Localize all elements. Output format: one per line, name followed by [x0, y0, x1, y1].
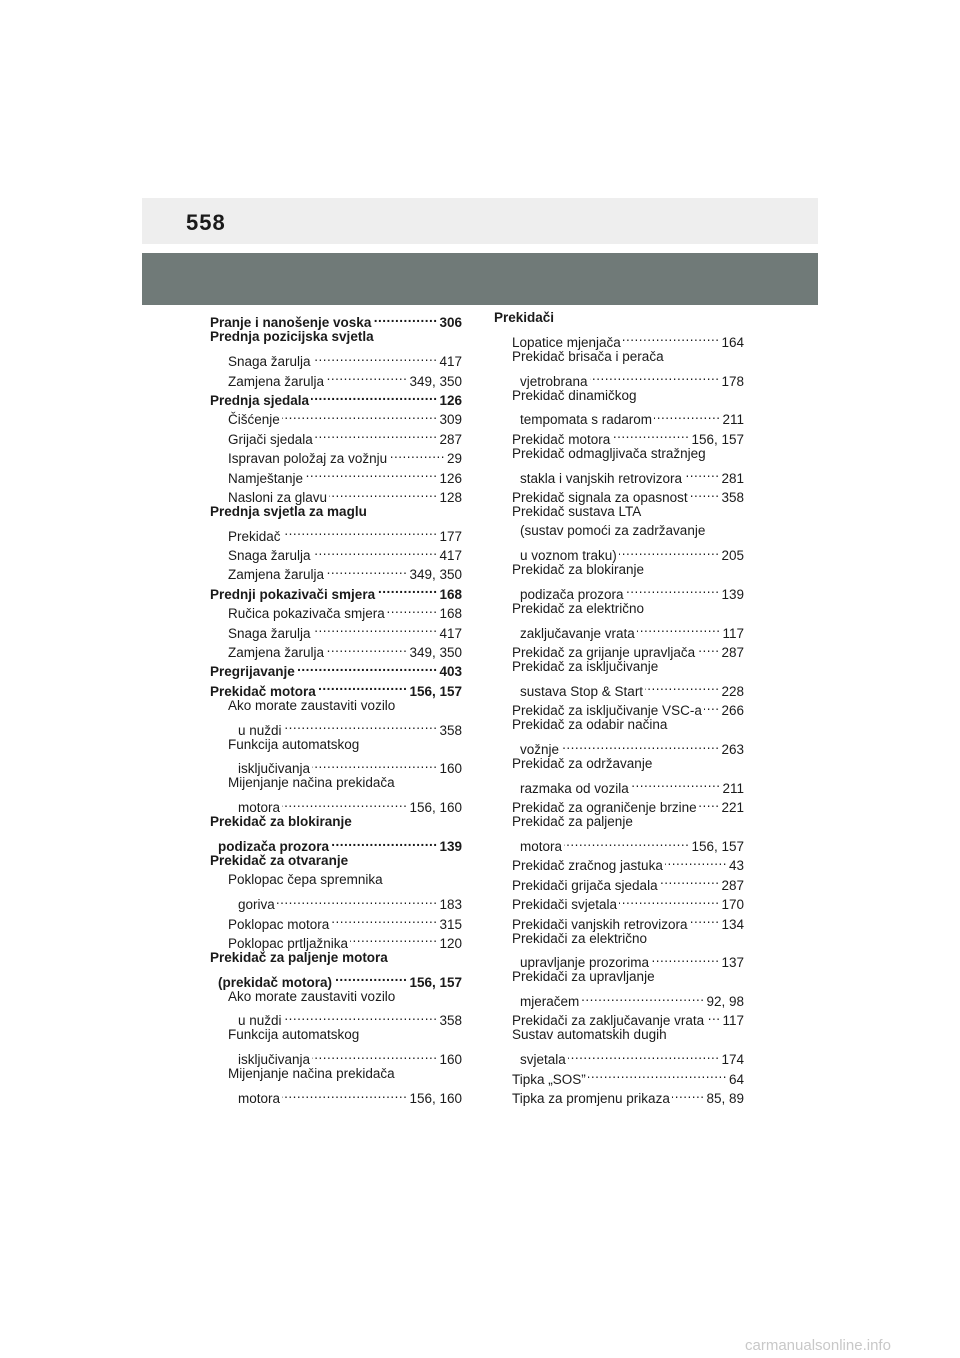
index-entry-page: 168: [439, 586, 462, 602]
index-entry: [210, 851, 462, 870]
index-entry-text: Prekidači za zaključavanje vrata: [512, 1013, 705, 1029]
index-entry-page: 64: [728, 1071, 744, 1087]
dot-leader: [590, 366, 720, 385]
index-entry: [494, 541, 744, 564]
index-entry-page: 160: [439, 1052, 462, 1068]
index-entry-text: Zamjena žarulja: [228, 645, 325, 661]
index-entry-text: Prekidač: [228, 528, 281, 544]
index-entry-page: 177: [439, 528, 462, 544]
index-entry-text: Nasloni za glavu: [228, 489, 328, 505]
dot-leader: [277, 890, 438, 909]
index-entry-page: 156, 157: [691, 838, 744, 854]
index-entry-text: Prednji pokazivači smjera: [210, 586, 376, 602]
dot-leader: [690, 483, 720, 502]
dot-leader: [313, 347, 438, 366]
index-entry: [210, 890, 462, 913]
index-entry: [210, 1006, 462, 1029]
index-entry: [210, 735, 462, 754]
index-entry-text: mjeračem: [520, 994, 580, 1010]
index-entry-page: 266: [721, 703, 744, 719]
index-entry: [210, 347, 462, 370]
index-entry-text: Ispravan položaj za vožnju: [228, 451, 388, 467]
index-entry-text: Prekidači: [494, 310, 555, 325]
dot-leader: [373, 308, 437, 327]
index-entry-text: Prekidač za električno: [512, 600, 645, 616]
index-entry: [210, 967, 462, 990]
index-entry: [494, 405, 744, 428]
dot-leader: [312, 1045, 437, 1064]
index-entry-text: stakla i vanjskih retrovizora: [520, 470, 683, 486]
index-entry-page: 211: [722, 412, 744, 428]
dot-leader: [282, 793, 407, 812]
index-entry: [210, 1084, 462, 1107]
index-entry-text: Poklopac čepa spremnika: [228, 872, 383, 888]
index-entry-page: 349, 350: [409, 645, 462, 661]
index-entry: [494, 967, 744, 986]
index-entry-page: 117: [722, 625, 744, 641]
index-entry-page: 287: [721, 877, 744, 893]
index-entry: [494, 502, 744, 521]
index-entry-text: Tipka za promjenu prikaza: [512, 1091, 670, 1107]
dot-leader: [672, 1084, 705, 1103]
index-entry-page: 417: [439, 354, 462, 370]
index-entry: [494, 773, 744, 796]
index-entry-text: podizača prozora: [218, 838, 330, 854]
index-entry-text: Prekidač za isključivanje VSC-a: [512, 703, 702, 719]
index-entry-text: Poklopac prtljažnika: [228, 935, 349, 951]
index-entry-text: Ručica pokazivača smjera: [228, 606, 385, 622]
index-entry: [210, 793, 462, 816]
dot-leader: [318, 676, 408, 695]
dot-leader: [282, 1084, 407, 1103]
index-entry: [494, 308, 744, 327]
index-column-right: [494, 308, 744, 1107]
index-entry-text: Prekidač dinamičkog: [512, 387, 637, 403]
index-entry: [494, 347, 744, 366]
index-entry-text: Prekidač za paljenje motora: [210, 949, 388, 965]
index-entry-text: Ako morate zaustaviti vozilo: [228, 697, 396, 713]
index-entry-text: Prekidač za blokiranje: [210, 814, 352, 830]
dot-leader: [389, 444, 445, 463]
index-entry: [210, 948, 462, 967]
dot-leader: [637, 618, 721, 637]
dot-leader: [561, 735, 719, 754]
index-entry: [494, 521, 744, 540]
index-entry-page: 134: [721, 916, 744, 932]
index-entry: [210, 1045, 462, 1068]
index-entry-text: Čišćenje: [228, 412, 280, 428]
index-entry-page: 183: [439, 897, 462, 913]
index-entry-text: u voznom traku): [520, 548, 617, 564]
index-entry-page: 160: [439, 761, 462, 777]
index-entry-page: 139: [439, 838, 462, 854]
index-entry-text: Prekidač za blokiranje: [512, 562, 645, 578]
index-entry-page: 178: [721, 373, 744, 389]
index-entry-text: Prekidač zračnog jastuka: [512, 858, 663, 874]
index-entry-page: 287: [439, 431, 462, 447]
index-entry-page: 306: [439, 315, 462, 331]
dot-leader: [619, 541, 720, 560]
dot-leader: [612, 424, 689, 443]
dot-leader: [564, 832, 689, 851]
index-entry-text: Prekidači grijača sjedala: [512, 877, 658, 893]
index-entry-text: Prekidač za grijanje upravljača: [512, 645, 696, 661]
index-entry-page: 417: [439, 548, 462, 564]
index-entry-text: Prekidač za isključivanje: [512, 659, 659, 675]
dot-leader: [284, 715, 438, 734]
dot-leader: [690, 909, 720, 928]
index-entry: [494, 812, 744, 831]
index-entry: [210, 327, 462, 346]
index-entry: [210, 1064, 462, 1083]
index-entry-text: vjetrobrana: [520, 373, 588, 389]
page-header-band: [142, 198, 818, 244]
index-entry: [494, 948, 744, 971]
index-entry-text: Zamjena žarulja: [228, 373, 325, 389]
index-entry-text: svjetala: [520, 1052, 566, 1068]
dot-leader: [660, 870, 720, 889]
dot-leader: [297, 657, 438, 676]
index-entry: [494, 832, 744, 854]
index-entry-page: 128: [439, 489, 462, 505]
dot-leader: [568, 1045, 720, 1064]
dot-leader: [704, 696, 720, 715]
dot-leader: [588, 1064, 727, 1083]
index-entry: [494, 1025, 744, 1044]
index-entry-text: Prednja sjedala: [210, 392, 310, 408]
index-entry-text: Ako morate zaustaviti vozilo: [228, 988, 396, 1004]
index-entry-text: Mijenjanje načina prekidača: [228, 775, 395, 791]
index-entry-text: Poklopac motora: [228, 916, 330, 932]
index-entry-text: Prekidač za otvaranje: [210, 852, 349, 868]
index-entry-text: Funkcija automatskog: [228, 736, 360, 752]
index-entry-text: Sustav automatskih dugih: [512, 1027, 667, 1043]
index-entry-text: Pranje i nanošenje voska: [210, 315, 372, 331]
index-entry-text: Prekidači za upravljanje: [512, 969, 655, 985]
index-entry-text: Prednja pozicijska svjetla: [210, 329, 374, 345]
dot-leader: [326, 366, 407, 385]
index-entry-text: Snaga žarulja: [228, 625, 311, 641]
index-entry-text: Pregrijavanje: [210, 664, 295, 680]
index-entry-text: Funkcija automatskog: [228, 1027, 360, 1043]
index-entry-page: 139: [721, 586, 744, 602]
index-entry-text: Mijenjanje načina prekidača: [228, 1066, 395, 1082]
index-entry: [494, 599, 744, 618]
index-entry-text: Prekidač motora: [210, 683, 316, 699]
dot-leader: [312, 754, 437, 773]
page-number: 558: [186, 210, 226, 235]
index-entry-page: 358: [721, 489, 744, 505]
dot-leader: [631, 773, 721, 792]
index-entry: [494, 929, 744, 948]
index-entry-page: 417: [439, 625, 462, 641]
dot-leader: [313, 541, 438, 560]
index-entry-page: 349, 350: [409, 373, 462, 389]
index-entry-page: 403: [439, 664, 462, 680]
dot-leader: [623, 327, 720, 346]
index-entry-text: u nuždi: [238, 1013, 282, 1029]
index-entry-page: 281: [721, 470, 744, 486]
index-entry-text: Prekidač odmagljivača stražnjeg: [512, 445, 706, 461]
index-entry-text: Snaga žarulja: [228, 354, 311, 370]
index-entry-page: 263: [721, 741, 744, 757]
index-entry-text: Prekidač za ograničenje brzine: [512, 800, 697, 816]
index-entry-page: 156, 157: [691, 431, 744, 447]
index-entry-text: Prekidači za električno: [512, 930, 648, 946]
index-entry-page: 221: [721, 800, 744, 816]
dot-leader: [665, 851, 727, 870]
dot-leader: [326, 560, 407, 579]
index-entry: [494, 463, 744, 486]
watermark: carmanualsonline.info: [745, 1337, 891, 1354]
index-entry: [494, 1045, 744, 1068]
index-entry-text: Prekidač brisača i perača: [512, 348, 664, 364]
index-entry-text: motora: [238, 1091, 281, 1107]
dot-leader: [282, 405, 438, 424]
dot-leader: [654, 405, 720, 424]
dot-leader: [387, 599, 438, 618]
index-entry-text: u nuždi: [238, 722, 282, 738]
index-entry-text: Prekidači vanjskih retrovizora: [512, 916, 688, 932]
index-entry-text: Lopatice mjenjača: [512, 334, 621, 350]
index-entry-page: 126: [439, 392, 462, 408]
index-entry-text: Prekidač signala za opasnost: [512, 489, 688, 505]
index-entry-text: goriva: [238, 897, 275, 913]
index-entry-text: (prekidač motora): [218, 974, 333, 990]
index-entry-page: 205: [721, 548, 744, 564]
dot-leader: [350, 929, 437, 948]
index-entry-text: tempomata s radarom: [520, 412, 653, 428]
index-entry: [210, 715, 462, 738]
dot-leader: [331, 909, 437, 928]
index-entry: [494, 560, 744, 579]
index-entry-page: 156, 160: [409, 1091, 462, 1107]
index-entry: [494, 735, 744, 757]
index-column-left: [210, 308, 462, 1107]
index-entry: [210, 870, 462, 889]
index-entry-page: 156, 160: [409, 800, 462, 816]
dot-leader: [699, 793, 720, 812]
index-entry-page: 174: [721, 1052, 744, 1068]
dot-leader: [684, 463, 719, 482]
section-band: [142, 253, 818, 305]
index-entry: [494, 987, 744, 1010]
index-entry-page: 126: [439, 470, 462, 486]
index-entry-page: 120: [439, 935, 462, 951]
index-entry: [494, 386, 744, 405]
index-entry-page: 156, 157: [409, 974, 462, 990]
dot-leader: [326, 638, 407, 657]
index-entry-page: 287: [721, 645, 744, 661]
index-entry-page: 156, 157: [409, 683, 462, 699]
index-entry-page: 358: [439, 1013, 462, 1029]
index-entry-text: vožnje: [520, 741, 560, 757]
dot-leader: [377, 579, 437, 598]
index-entry: [494, 715, 744, 734]
dot-leader: [334, 967, 407, 986]
dot-leader: [619, 890, 719, 909]
index-entry-text: Prekidač za paljenje: [512, 814, 633, 830]
index-entry-text: podizača prozora: [520, 586, 624, 602]
index-entry-text: motora: [238, 800, 281, 816]
index-entry-page: 170: [721, 897, 744, 913]
index-entry-text: Prekidač za održavanje: [512, 755, 653, 771]
index-entry-page: 29: [446, 451, 462, 467]
dot-leader: [329, 483, 437, 502]
index-entry: [494, 366, 744, 389]
dot-leader: [645, 676, 719, 695]
index-entry: [494, 676, 744, 699]
index-entry-text: Prekidač za odabir načina: [512, 717, 668, 733]
index-entry-text: razmaka od vozila: [520, 780, 629, 796]
dot-leader: [311, 386, 437, 405]
dot-leader: [651, 948, 719, 967]
index-entry-text: motora: [520, 838, 563, 854]
dot-leader: [305, 463, 437, 482]
index-entry: [210, 773, 462, 792]
index-entry-text: sustava Stop & Start: [520, 683, 644, 699]
index-entry-page: 358: [439, 722, 462, 738]
index-entry-page: 228: [721, 683, 744, 699]
index-entry: [210, 1025, 462, 1044]
index-entry: [494, 618, 744, 641]
dot-leader: [626, 579, 720, 598]
index-entry: [210, 521, 462, 544]
index-entry-page: 43: [728, 858, 744, 874]
index-entry-page: 309: [439, 412, 462, 428]
index-entry-page: 137: [721, 955, 744, 971]
dot-leader: [697, 638, 719, 657]
index-entry: [494, 579, 744, 602]
index-entry-page: 92, 98: [706, 994, 744, 1010]
index-entry: [210, 832, 462, 854]
dot-leader: [315, 424, 438, 443]
index-entry-text: upravljanje prozorima: [520, 955, 650, 971]
index-entry-text: isključivanja: [238, 761, 311, 777]
index-entry-text: isključivanja: [238, 1052, 311, 1068]
index-entry-page: 349, 350: [409, 567, 462, 583]
index-entry-text: Zamjena žarulja: [228, 567, 325, 583]
index-entry-page: 117: [722, 1013, 744, 1029]
index-entry-page: 164: [721, 334, 744, 350]
index-entry: [210, 308, 462, 331]
index-entry-text: Prekidač sustava LTA: [512, 503, 642, 519]
index-entry-page: 211: [722, 780, 744, 796]
index-entry: [210, 502, 462, 521]
dot-leader: [283, 521, 438, 540]
index-entry-page: 85, 89: [706, 1091, 744, 1107]
index-entry-text: Snaga žarulja: [228, 548, 311, 564]
dot-leader: [706, 1006, 720, 1025]
index-entry: [494, 327, 744, 350]
dot-leader: [331, 832, 437, 851]
index-entry-text: Prekidač motora: [512, 431, 611, 447]
index-entry-page: 315: [439, 916, 462, 932]
index-entry-text: (sustav pomoći za zadržavanje: [520, 523, 706, 539]
index-entry-text: Grijači sjedala: [228, 431, 313, 447]
index-entry: [494, 754, 744, 773]
index-entry: [494, 657, 744, 676]
dot-leader: [581, 987, 704, 1006]
index-entry: [210, 754, 462, 777]
index-entry-page: 168: [439, 606, 462, 622]
index-entry-text: zaključavanje vrata: [520, 625, 635, 641]
index-entry-text: Prednja svjetla za maglu: [210, 503, 367, 519]
dot-leader: [313, 618, 438, 637]
index-entry-text: Namještanje: [228, 470, 304, 486]
dot-leader: [284, 1006, 438, 1025]
index-entry-text: Tipka „SOS”: [512, 1071, 586, 1087]
index-entry-text: Prekidači svjetala: [512, 897, 618, 913]
